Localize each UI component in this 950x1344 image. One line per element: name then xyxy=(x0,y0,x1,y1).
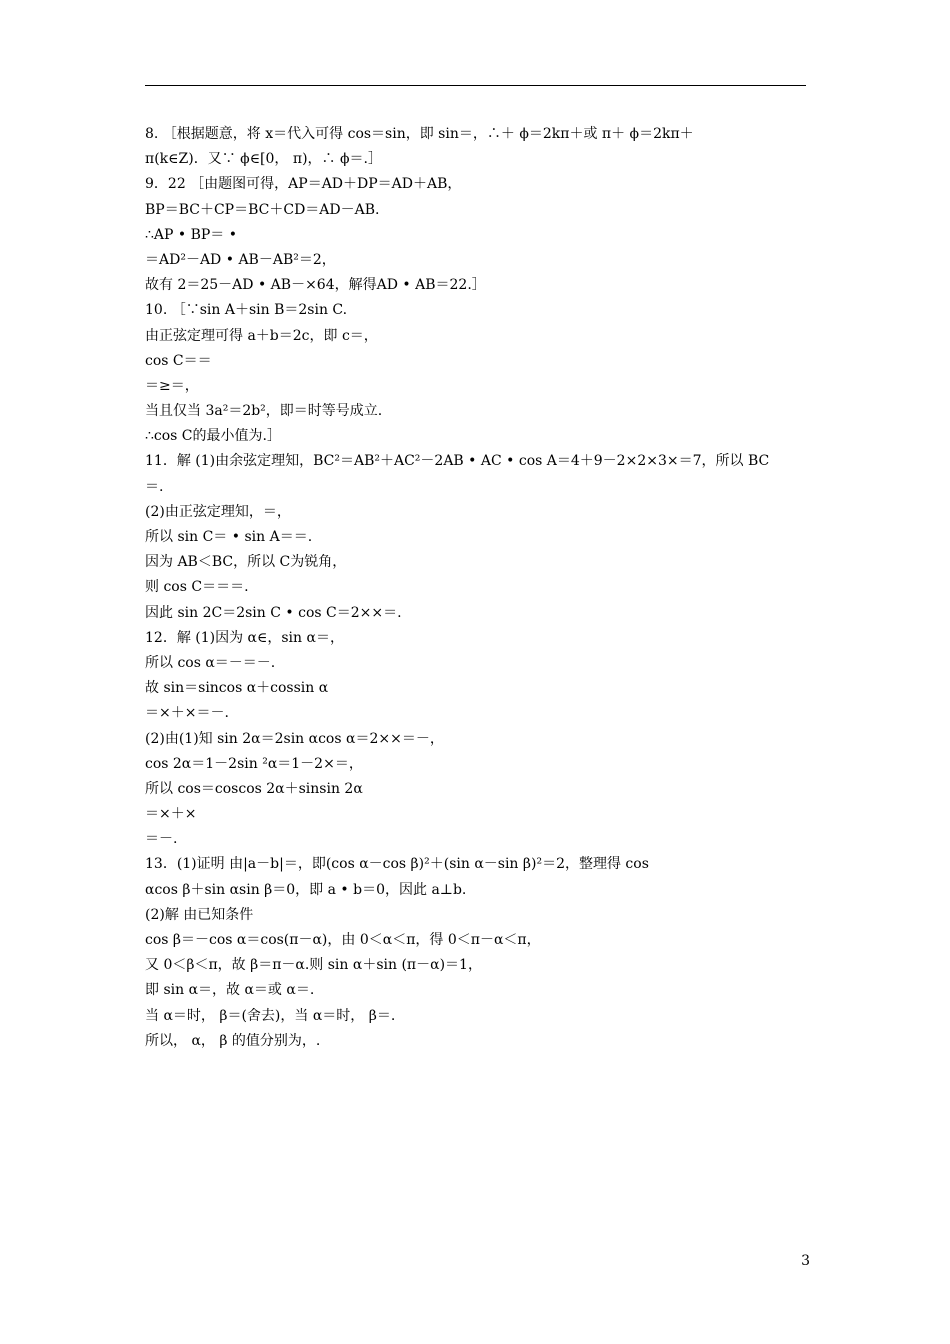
text-line: 9．22 ［由题图可得，AP＝AD＋DP＝AD＋AB， xyxy=(145,176,462,193)
text-line: 当且仅当 3a²＝2b²，即＝时等号成立. xyxy=(145,403,383,420)
text-line: ＝AD²－AD • AB－AB²＝2， xyxy=(145,251,336,268)
text-line: ＝×＋×＝－. xyxy=(145,705,229,722)
text-line: 故有 2＝25－AD • AB－×64，解得AD • AB＝22.］ xyxy=(145,277,486,294)
text-line: 由正弦定理可得 a＋b＝2c，即 c＝， xyxy=(145,327,378,344)
text-line: 12．解 (1)因为 α∈，sin α＝， xyxy=(145,629,344,646)
text-line: αcos β＋sin αsin β＝0，即 a • b＝0，因此 a⊥b. xyxy=(145,881,467,898)
text-line: 因为 AB＜BC，所以 C为锐角， xyxy=(145,554,347,571)
text-line: 13．(1)证明 由|a－b|＝，即(cos α－cos β)²＋(sin α－sin β)²＝2，整理得 cos xyxy=(145,856,649,873)
text-line: cos 2α＝1－2sin ²α＝1－2×＝， xyxy=(145,755,363,772)
text-line: 所以 sin C＝ • sin A＝＝. xyxy=(145,529,313,545)
text-line: cos β＝－cos α＝cos(π－α)，由 0＜α＜π，得 0＜π－α＜π， xyxy=(145,932,541,948)
text-line: ＝×＋× xyxy=(145,806,197,823)
text-line: 因此 sin 2C＝2sin C • cos C＝2××＝. xyxy=(145,604,402,621)
text-line: 8. ［根据题意，将 x＝代入可得 cos＝sin，即 sin＝，∴＋ ϕ＝2kπ＋或 π＋ ϕ＝2kπ＋ xyxy=(145,126,694,142)
text-line: 11．解 (1)由余弦定理知，BC²＝AB²＋AC²－2AB • AC • cos A＝4＋9－2×2×3×＝7，所以 BC xyxy=(145,453,770,470)
text-line: 所以， α， β 的值分别为，. xyxy=(145,1032,321,1049)
document-body xyxy=(145,122,809,1054)
text-line: ＝≥＝， xyxy=(145,377,199,394)
text-line: ＝. xyxy=(145,478,164,495)
text-line: 即 sin α＝，故 α＝或 α＝. xyxy=(145,982,315,999)
text-line: 所以 cos α＝－＝－. xyxy=(145,654,276,671)
header-rule xyxy=(145,85,806,86)
text-line: 故 sin＝sincos α＋cossin α xyxy=(145,680,329,697)
text-line: π(k∈Z)．又∵ ϕ∈[0， π)，∴ ϕ＝.］ xyxy=(145,151,382,168)
text-line: 又 0＜β＜π，故 β＝π－α.则 sin α＋sin (π－α)＝1， xyxy=(145,957,482,974)
text-line: ∴cos C的最小值为.］ xyxy=(145,428,281,445)
text-line: ∴AP • BP＝ • xyxy=(145,226,238,243)
text-line: 10. ［∵sin A＋sin B＝2sin C. xyxy=(145,302,348,319)
text-line: 则 cos C＝＝＝. xyxy=(145,579,249,596)
text-line: (2)解 由已知条件 xyxy=(145,906,254,923)
text-line: (2)由正弦定理知，＝， xyxy=(145,503,291,520)
text-line: ＝－. xyxy=(145,831,178,848)
text-line: BP＝BC＋CP＝BC＋CD＝AD－AB. xyxy=(145,201,380,218)
text-line: 当 α＝时， β＝(舍去)，当 α＝时， β＝. xyxy=(145,1007,396,1024)
page-number: 3 xyxy=(801,1253,810,1269)
text-line: (2)由(1)知 sin 2α＝2sin αcos α＝2××＝－， xyxy=(145,730,444,747)
text-line: 所以 cos＝coscos 2α＋sinsin 2α xyxy=(145,780,363,797)
text-line: cos C＝＝ xyxy=(145,352,212,369)
